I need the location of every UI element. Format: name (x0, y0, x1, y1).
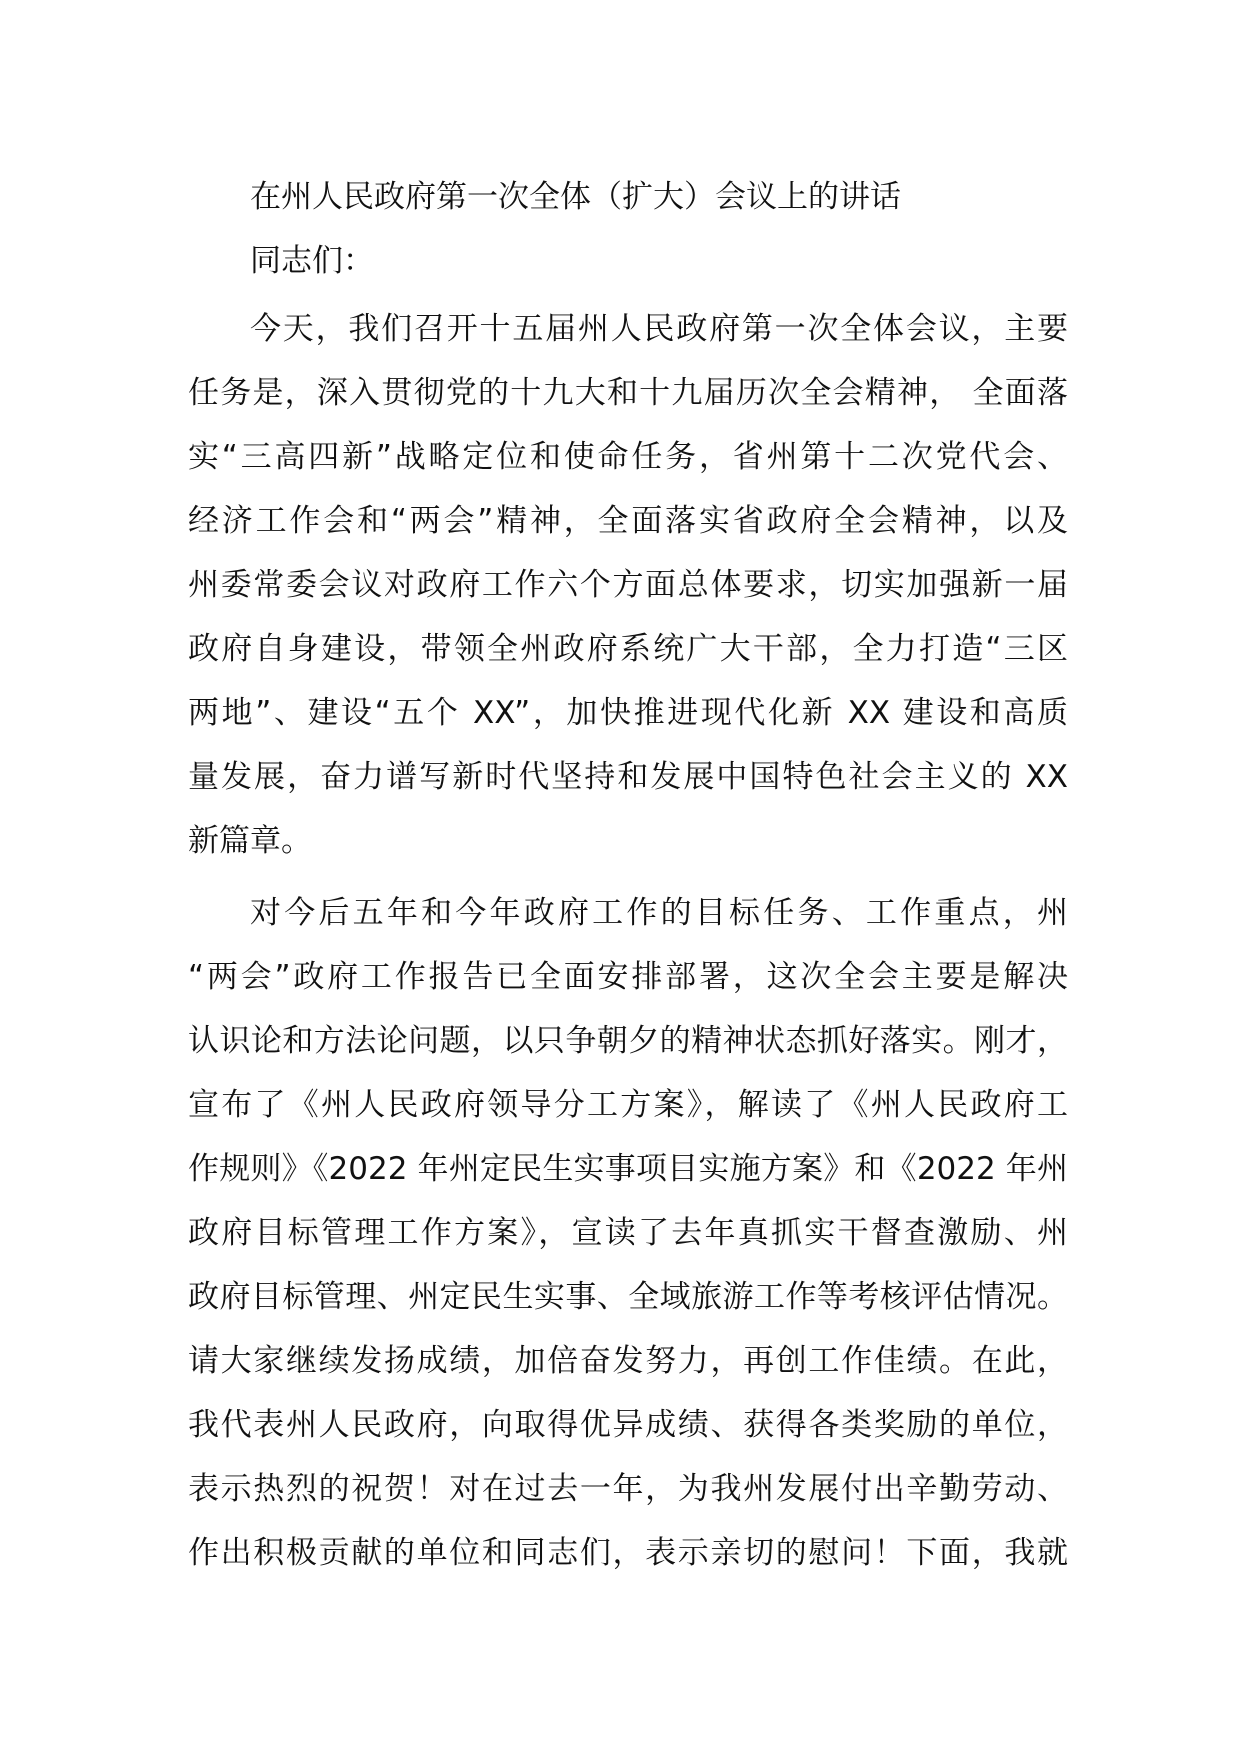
text-line: 量发展，奋力谱写新时代坚持和发展中国特色社会主义的 XX (188, 759, 1068, 795)
text-line: 实“三高四新”战略定位和使命任务，省州第十二次党代会、 (188, 439, 1068, 475)
text-line: 表示热烈的祝贺！对在过去一年，为我州发展付出辛勤劳动、 (188, 1471, 1068, 1507)
text-line: 作出积极贡献的单位和同志们，表示亲切的慰问！下面，我就 (188, 1535, 1068, 1571)
text-line: 宣布了《州人民政府领导分工方案》，解读了《州人民政府工 (188, 1087, 1068, 1123)
text-line: 对今后五年和今年政府工作的目标任务、工作重点，州 (250, 895, 1068, 931)
text-line: 认识论和方法论问题，以只争朝夕的精神状态抓好落实。刚才， (188, 1023, 1068, 1059)
text-line: 政府自身建设，带领全州政府系统广大干部，全力打造“三区 (188, 631, 1068, 667)
text-line: 今天，我们召开十五届州人民政府第一次全体会议，主要 (250, 311, 1068, 347)
text-line: 新篇章。 (188, 823, 312, 859)
text-line: 州委常委会议对政府工作六个方面总体要求，切实加强新一届 (188, 567, 1068, 603)
text-line: 经济工作会和“两会”精神，全面落实省政府全会精神，以及 (188, 503, 1068, 539)
text-line: 政府目标管理、州定民生实事、全域旅游工作等考核评估情况。 (188, 1279, 1068, 1315)
text-line: 两地”、建设“五个 XX”，加快推进现代化新 XX 建设和高质 (188, 695, 1068, 731)
text-line: 政府目标管理工作方案》，宣读了去年真抓实干督查激励、州 (188, 1215, 1068, 1251)
document-title: 在州人民政府第一次全体（扩大）会议上的讲话 (250, 179, 901, 215)
text-line: 请大家继续发扬成绩，加倍奋发努力，再创工作佳绩。在此， (188, 1343, 1068, 1379)
text-line: 作规则》《2022 年州定民生实事项目实施方案》和《2022 年州 (188, 1151, 1068, 1187)
text-line: 任务是，深入贯彻党的十九大和十九届历次全会精神， 全面落 (188, 375, 1068, 411)
text-line: 我代表州人民政府，向取得优异成绩、获得各类奖励的单位， (188, 1407, 1068, 1443)
text-line: “两会”政府工作报告已全面安排部署，这次全会主要是解决 (188, 959, 1068, 995)
salutation: 同志们： (250, 243, 374, 279)
